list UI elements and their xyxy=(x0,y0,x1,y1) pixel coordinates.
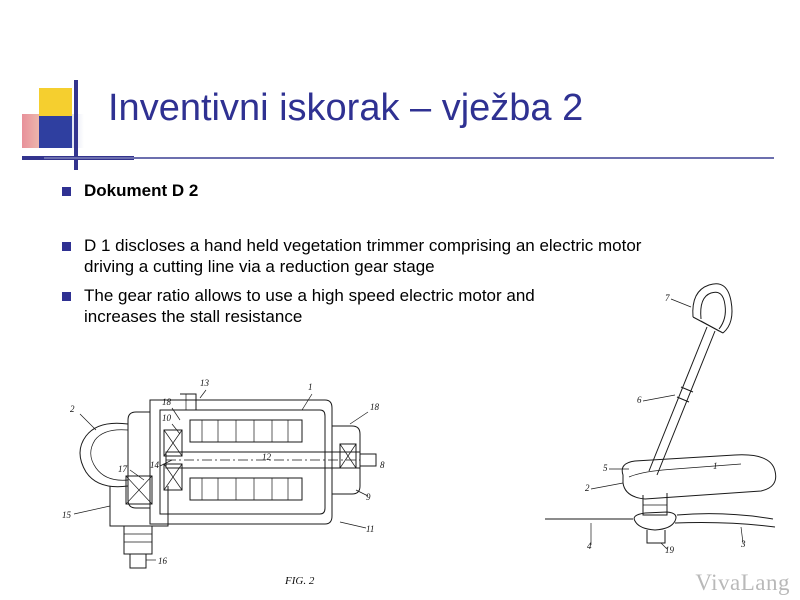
svg-text:5: 5 xyxy=(603,463,608,473)
patent-figure-gearbox xyxy=(40,368,385,593)
svg-text:8: 8 xyxy=(380,460,385,470)
bullet-marker xyxy=(62,242,71,251)
list-item-label: D 1 discloses a hand held vegetation trimmer comprising an electric motor driving a cutting line via a reduction gear stage xyxy=(84,236,642,276)
watermark-label: VivaLang xyxy=(695,570,790,595)
svg-text:1: 1 xyxy=(308,382,313,392)
bullet-marker xyxy=(62,292,71,301)
svg-text:13: 13 xyxy=(200,378,209,388)
title-underline xyxy=(44,157,774,159)
svg-text:9: 9 xyxy=(366,492,371,502)
patent-figure-trimmer xyxy=(525,275,790,565)
svg-text:18: 18 xyxy=(162,397,171,407)
svg-text:12: 12 xyxy=(262,452,271,462)
list-item-label: The gear ratio allows to use a high speed electric motor and increases the stall resistance xyxy=(84,286,535,326)
svg-text:19: 19 xyxy=(665,545,674,555)
svg-text:14: 14 xyxy=(150,460,159,470)
figure-caption: FIG. 2 xyxy=(285,575,315,587)
svg-text:11: 11 xyxy=(366,524,375,534)
svg-text:17: 17 xyxy=(118,464,127,474)
svg-text:18: 18 xyxy=(370,402,379,412)
svg-text:3: 3 xyxy=(741,539,746,549)
svg-text:2: 2 xyxy=(70,404,75,414)
bullet-marker xyxy=(62,187,71,196)
list-item xyxy=(62,235,682,277)
list-item-label: Dokument D 2 xyxy=(84,181,199,200)
svg-text:16: 16 xyxy=(158,556,167,566)
svg-text:15: 15 xyxy=(62,510,71,520)
svg-text:6: 6 xyxy=(637,395,642,405)
decoration-blue-square xyxy=(39,116,72,148)
page-title: Inventivni iskorak – vježba 2 xyxy=(108,87,584,129)
svg-text:7: 7 xyxy=(665,293,670,303)
svg-text:4: 4 xyxy=(587,541,592,551)
list-item xyxy=(62,180,198,201)
svg-text:10: 10 xyxy=(162,413,171,423)
svg-text:1: 1 xyxy=(713,461,718,471)
list-item xyxy=(62,285,582,327)
svg-text:2: 2 xyxy=(585,483,590,493)
